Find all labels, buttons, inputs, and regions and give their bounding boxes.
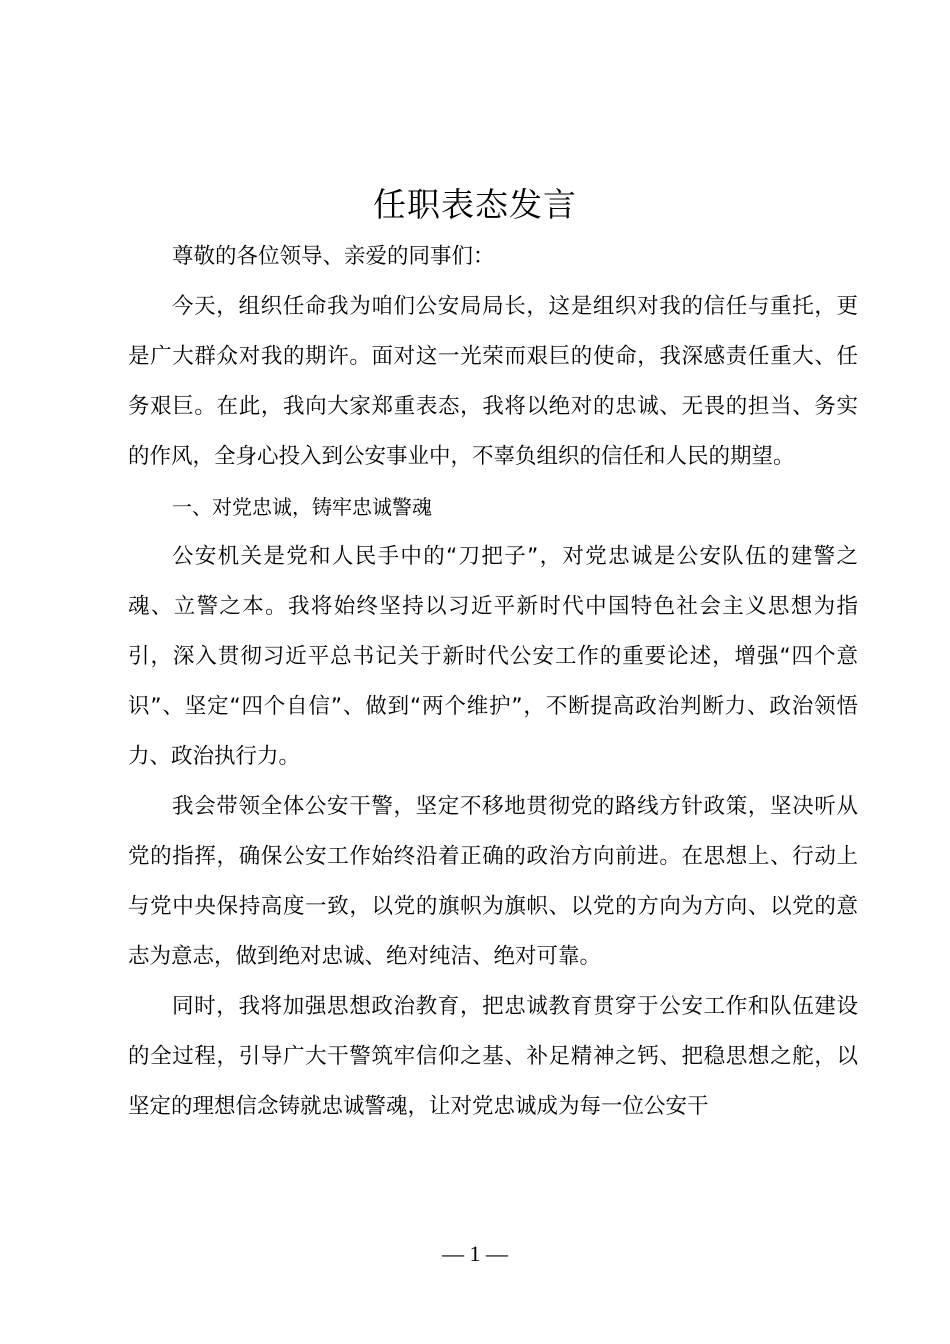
section-heading: 一、对党忠诚，铸牢忠诚警魂 [172,495,432,519]
document-title: 任职表态发言 [373,185,577,224]
body-paragraph: 公安机关是党和人民手中的“刀把子”，对党忠诚是公安队伍的建警之魂、立警之本。我将始终坚持以习近平新时代中国特色社会主义思想为指引，深入贯彻习近平总书记关于新时代公安工作的重要论述，增强“四个意识”、坚定“四个自信”、做到“两个维护”，不断提高政治判断力、政治领悟力、政治执行力。 [128,544,858,769]
body-paragraph: 我会带领全体公安干警，坚定不移地贯彻党的路线方针政策，坚决听从党的指挥，确保公安工作始终沿着正确的政治方向前进。在思想上、行动上与党中央保持高度一致，以党的旗帜为旗帜、以党的方向为方向、以党的意志为意志，做到绝对忠诚、绝对纯洁、绝对可靠。 [128,794,858,969]
page-number: — 1 — [442,1241,508,1266]
document-body [128,232,858,1132]
body-paragraph: 同时，我将加强思想政治教育，把忠诚教育贯穿于公安工作和队伍建设的全过程，引导广大干警筑牢信仰之基、补足精神之钙、把稳思想之舵，以坚定的理想信念铸就忠诚警魂，让对党忠诚成为每一位公安干 [128,994,858,1119]
body-paragraph: 今天，组织任命我为咱们公安局局长，这是组织对我的信任与重托，更是广大群众对我的期许。面对这一光荣而艰巨的使命，我深感责任重大、任务艰巨。在此，我向大家郑重表态，我将以绝对的忠诚、无畏的担当、务实的作风，全身心投入到公安事业中，不辜负组织的信任和人民的期望。 [128,294,858,469]
salutation-paragraph: 尊敬的各位领导、亲爱的同事们： [172,244,495,269]
